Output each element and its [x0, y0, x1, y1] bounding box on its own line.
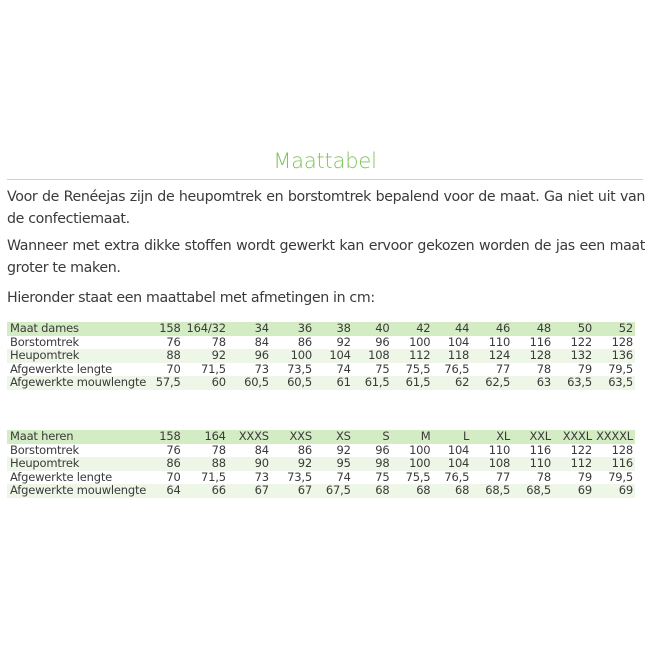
size-cell: 84 — [254, 442, 269, 457]
size-cell: 68 — [392, 484, 433, 498]
size-cell: 116 — [529, 334, 552, 349]
size-cell: 68,5 — [471, 484, 512, 498]
size-cell: 68 — [432, 484, 471, 498]
size-cell: 63,5 — [594, 376, 635, 390]
size-cell: 60,5 — [228, 376, 271, 390]
size-cell: 76 — [166, 442, 181, 457]
size-cell: 42 — [392, 322, 433, 336]
size-cell: 158 — [150, 430, 182, 444]
size-cell: 62,5 — [471, 376, 512, 390]
size-cell: 136 — [594, 349, 635, 363]
size-cell: 108 — [471, 457, 512, 471]
size-cell: 67,5 — [314, 484, 353, 498]
size-cell: 100 — [392, 457, 433, 471]
men-measure-row — [7, 471, 635, 485]
size-cell: 92 — [336, 442, 351, 457]
size-cell: 68,5 — [512, 484, 553, 498]
size-cell: 70 — [166, 361, 181, 376]
row-label: Afgewerkte lengte — [10, 469, 113, 484]
size-cell: 100 — [409, 442, 431, 457]
row-label: Maat dames — [7, 322, 150, 336]
size-cell: XXL — [512, 430, 553, 444]
size-cell: 61 — [314, 376, 353, 390]
size-cell: 100 — [409, 334, 431, 349]
size-cell: 70 — [166, 469, 181, 484]
size-cell: 78 — [211, 334, 226, 349]
women-header-row — [7, 322, 635, 336]
size-cell: 67 — [228, 484, 271, 498]
size-cell: 96 — [375, 442, 390, 457]
size-cell: 61,5 — [392, 376, 433, 390]
size-cell: 78 — [536, 361, 552, 376]
women-measure-row — [7, 376, 635, 390]
size-cell: XS — [314, 430, 353, 444]
size-cell: 74 — [336, 469, 351, 484]
size-cell: 128 — [611, 442, 633, 457]
size-cell: 75,5 — [405, 469, 431, 484]
size-cell: 104 — [447, 442, 470, 457]
men-measure-row — [7, 444, 635, 458]
size-cell: 92 — [183, 349, 228, 363]
size-cell: 77 — [495, 361, 511, 376]
size-cell: 86 — [150, 457, 182, 471]
size-cell: 104 — [447, 334, 470, 349]
size-cell: 48 — [512, 322, 553, 336]
row-label: Maat heren — [7, 430, 150, 444]
size-cell: 69 — [553, 484, 594, 498]
size-cell: 68 — [353, 484, 392, 498]
row-label: Heupomtrek — [7, 349, 150, 363]
size-cell: 50 — [553, 322, 594, 336]
size-cell: XXXL — [553, 430, 594, 444]
size-cell: 38 — [314, 322, 353, 336]
size-cell: 100 — [271, 349, 314, 363]
size-cell: L — [432, 430, 471, 444]
size-table-women — [7, 322, 635, 390]
size-cell: 110 — [488, 334, 511, 349]
size-cell: S — [353, 430, 392, 444]
size-cell: 57,5 — [150, 376, 182, 390]
size-cell: XXS — [271, 430, 314, 444]
row-label: Afgewerkte mouwlengte — [7, 484, 150, 498]
women-measure-row — [7, 336, 635, 350]
size-cell: XXXS — [228, 430, 271, 444]
size-cell: 74 — [336, 361, 351, 376]
size-cell: 79 — [577, 469, 592, 484]
size-cell: 63 — [512, 376, 553, 390]
size-cell: 86 — [297, 334, 312, 349]
size-cell: 124 — [471, 349, 512, 363]
size-cell: 164/32 — [183, 322, 228, 336]
men-measure-row — [7, 484, 635, 498]
size-table-men — [7, 430, 635, 498]
page-title: Maattabel — [273, 149, 377, 173]
size-cell: 77 — [495, 469, 511, 484]
intro-paragraph: Voor de Renéejas zijn de heupomtrek en borstomtrek bepalend voor de maat. Ga niet uit van de confectiemaat. — [7, 189, 645, 227]
size-cell: 98 — [353, 457, 392, 471]
size-cell: 79 — [577, 361, 592, 376]
fabric-note-paragraph: Wanneer met extra dikke stoffen wordt gewerkt kan ervoor gekozen worden de jas een maat groter te maken. — [7, 238, 645, 276]
men-header-row — [7, 430, 635, 444]
size-cell: 116 — [529, 442, 552, 457]
row-label: Afgewerkte lengte — [10, 361, 113, 376]
size-cell: 88 — [150, 349, 182, 363]
men-measure-row — [7, 457, 635, 471]
size-cell: 62 — [432, 376, 471, 390]
size-cell: 116 — [594, 457, 635, 471]
size-cell: 73,5 — [287, 469, 312, 484]
size-cell: 92 — [271, 457, 314, 471]
size-cell: 61,5 — [353, 376, 392, 390]
size-cell: XL — [471, 430, 512, 444]
women-measure-row — [7, 349, 635, 363]
size-cell: 44 — [432, 322, 471, 336]
size-cell: 158 — [150, 322, 182, 336]
table-intro-paragraph: Hieronder staat een maattabel met afmetingen in cm: — [7, 290, 375, 306]
row-label: Borstomtrek — [10, 442, 79, 457]
row-label: Borstomtrek — [10, 334, 79, 349]
size-cell: 128 — [611, 334, 633, 349]
size-cell: 73,5 — [287, 361, 312, 376]
size-cell: 96 — [228, 349, 271, 363]
size-cell: 73 — [254, 361, 269, 376]
size-cell: XXXXL — [594, 430, 635, 444]
row-label: Heupomtrek — [7, 457, 150, 471]
size-cell: 88 — [183, 457, 228, 471]
size-cell: 76,5 — [444, 469, 470, 484]
size-cell: 164 — [183, 430, 228, 444]
size-cell: 86 — [297, 442, 312, 457]
size-cell: 69 — [594, 484, 635, 498]
size-cell: 40 — [353, 322, 392, 336]
size-cell: 132 — [553, 349, 594, 363]
size-cell: 63,5 — [553, 376, 594, 390]
size-cell: 76 — [166, 334, 181, 349]
size-cell: 79,5 — [608, 469, 633, 484]
size-cell: 128 — [512, 349, 553, 363]
size-cell: 76,5 — [444, 361, 470, 376]
size-cell: 60,5 — [271, 376, 314, 390]
size-cell: 71,5 — [201, 469, 226, 484]
size-cell: 110 — [488, 442, 511, 457]
size-cell: 90 — [228, 457, 271, 471]
size-cell: 75 — [375, 361, 390, 376]
size-cell: 64 — [150, 484, 182, 498]
size-cell: 112 — [392, 349, 433, 363]
size-cell: 36 — [271, 322, 314, 336]
size-cell: 92 — [336, 334, 351, 349]
size-cell: 67 — [271, 484, 314, 498]
row-label: Afgewerkte mouwlengte — [7, 376, 150, 390]
size-cell: 122 — [570, 334, 592, 349]
size-cell: 60 — [183, 376, 228, 390]
size-cell: 79,5 — [608, 361, 633, 376]
size-cell: 104 — [432, 457, 471, 471]
size-cell: 96 — [375, 334, 390, 349]
women-measure-row — [7, 363, 635, 377]
size-cell: 118 — [432, 349, 471, 363]
size-cell: 75 — [375, 469, 390, 484]
size-cell: 46 — [471, 322, 512, 336]
size-cell: 66 — [183, 484, 228, 498]
size-cell: 110 — [512, 457, 553, 471]
size-cell: 84 — [254, 334, 269, 349]
size-cell: 73 — [254, 469, 269, 484]
size-cell: M — [392, 430, 433, 444]
title-divider — [7, 179, 643, 180]
size-cell: 95 — [314, 457, 353, 471]
size-cell: 104 — [314, 349, 353, 363]
size-cell: 112 — [553, 457, 594, 471]
size-cell: 78 — [536, 469, 552, 484]
size-cell: 75,5 — [405, 361, 431, 376]
size-cell: 78 — [211, 442, 226, 457]
size-cell: 34 — [228, 322, 271, 336]
size-cell: 108 — [353, 349, 392, 363]
size-cell: 122 — [570, 442, 592, 457]
size-cell: 71,5 — [201, 361, 226, 376]
size-cell: 52 — [594, 322, 635, 336]
